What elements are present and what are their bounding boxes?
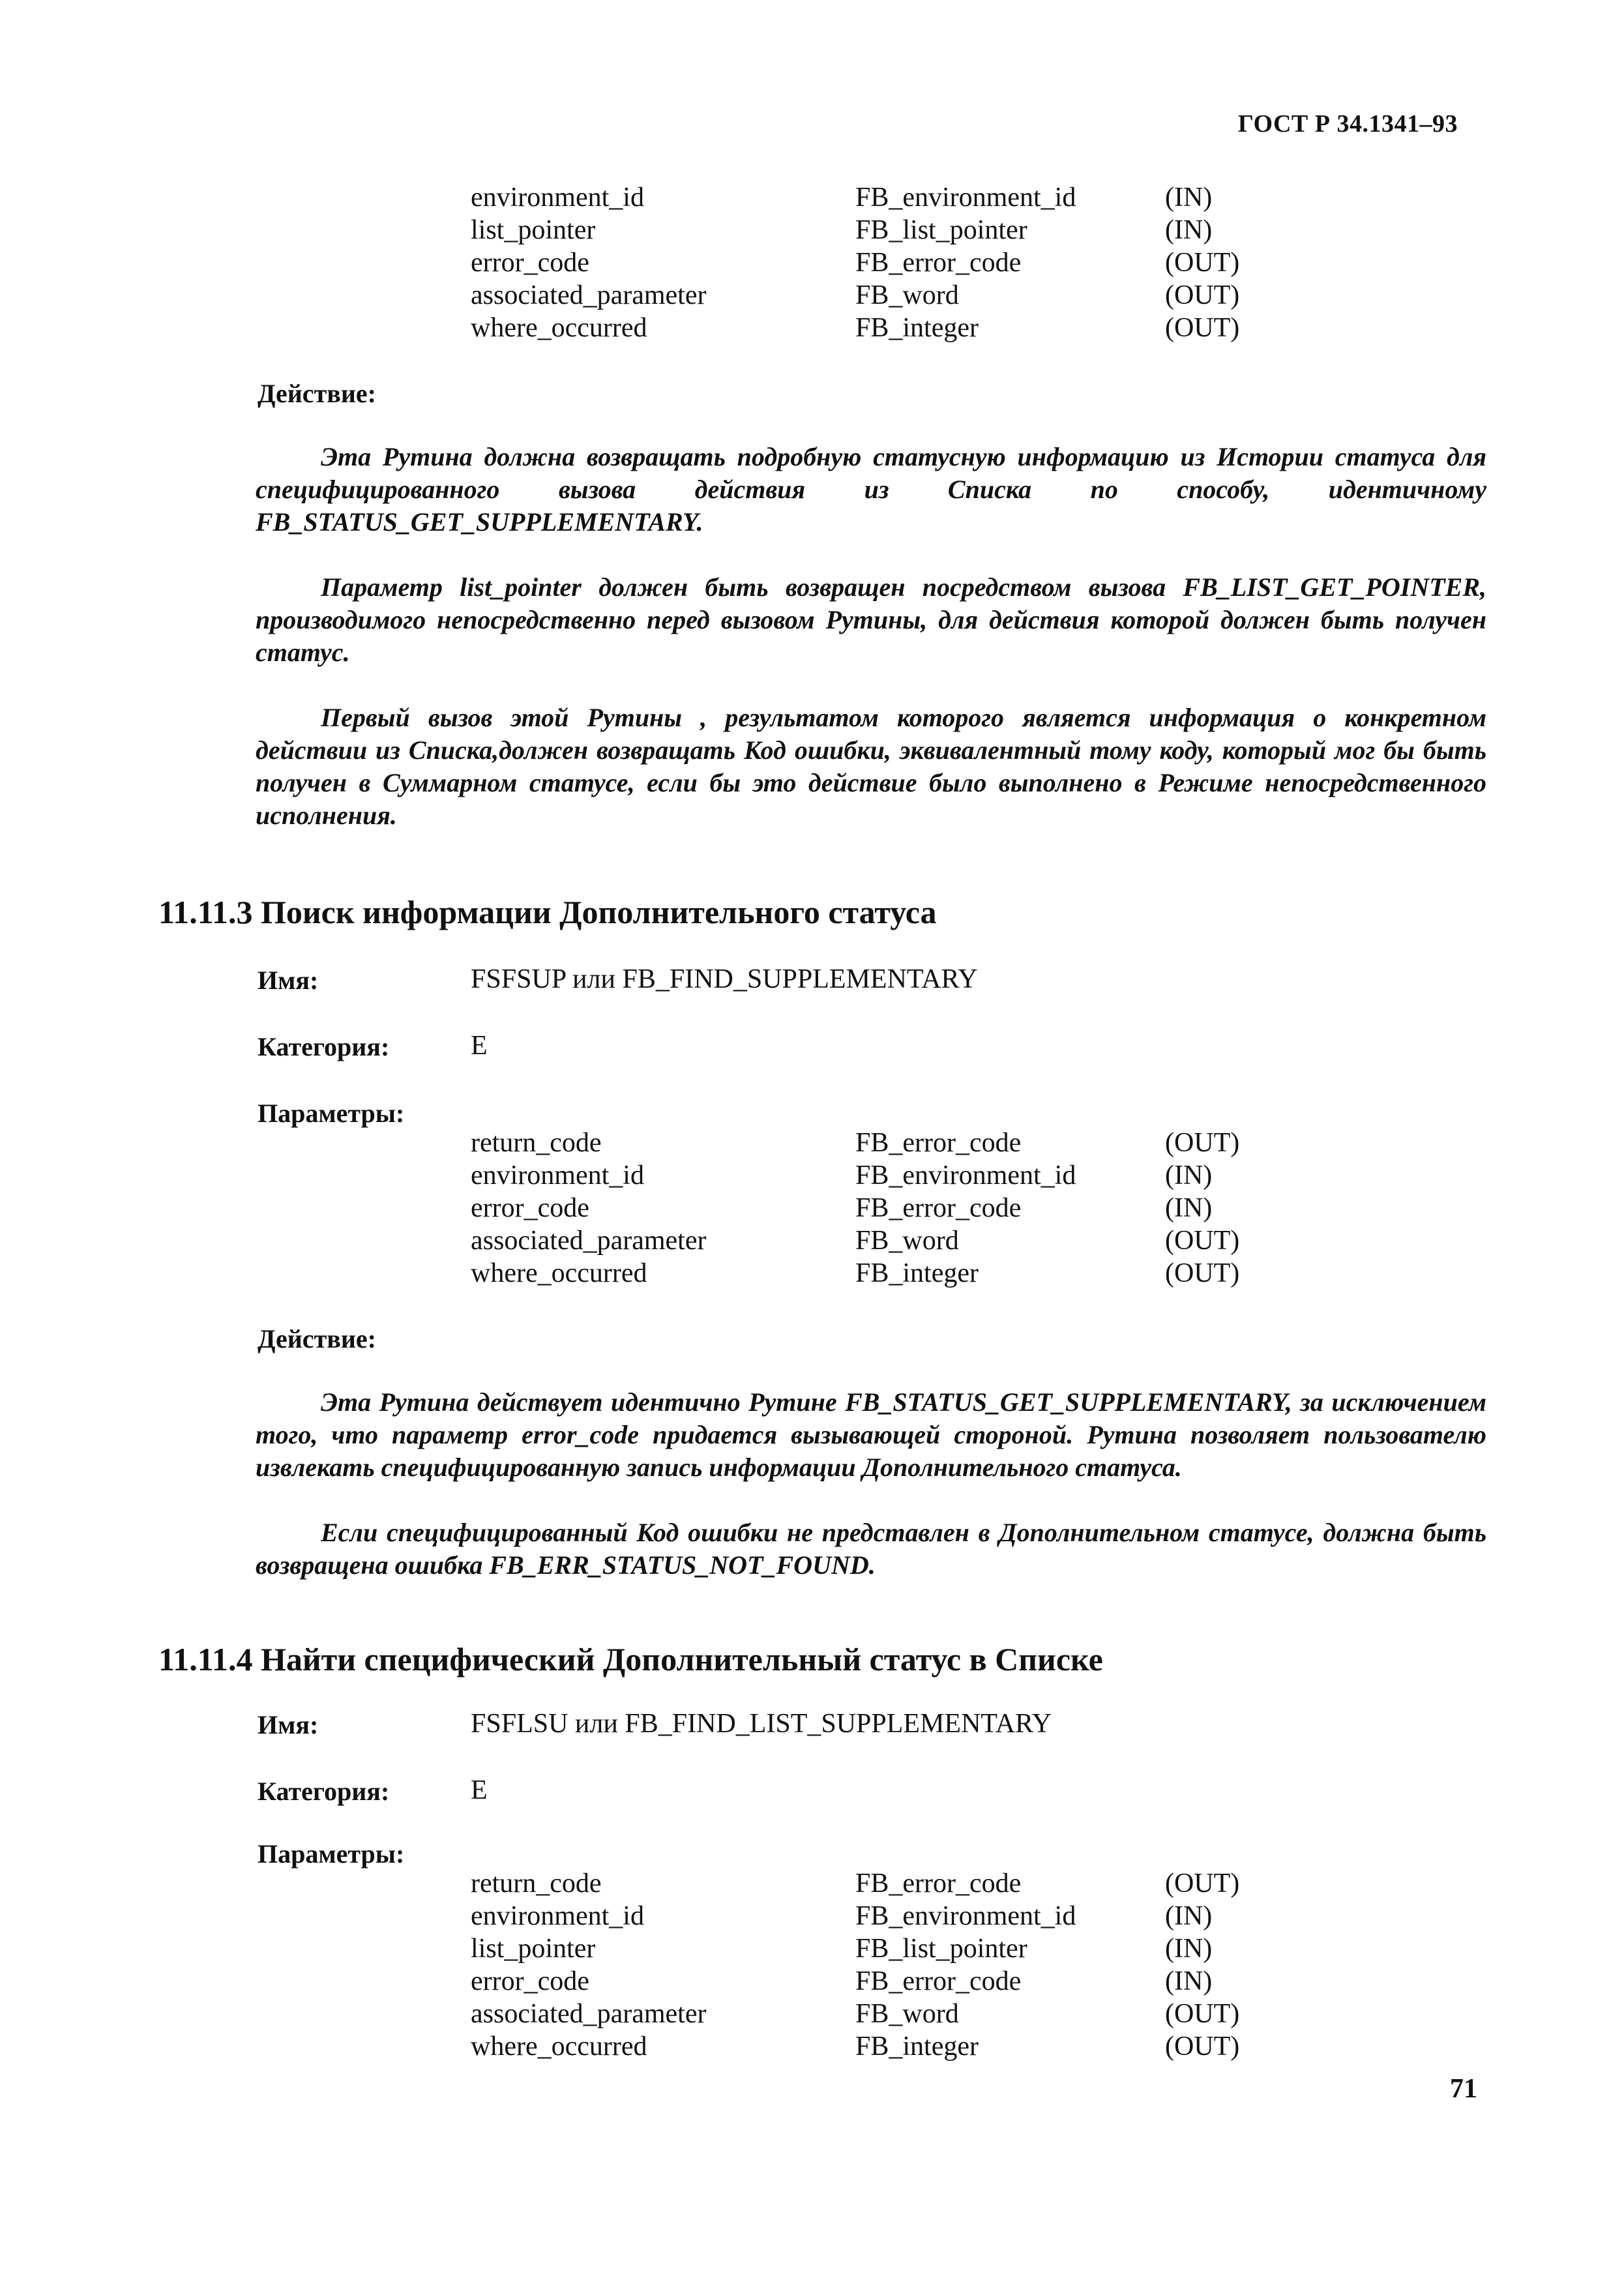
param-name: list_pointer (471, 1934, 596, 1964)
top-params-table (471, 181, 1269, 344)
table-row (471, 1965, 1269, 1998)
params-table (471, 1127, 1269, 1290)
param-type: FB_error_code (855, 248, 1022, 278)
table-row (471, 181, 1269, 214)
param-type: FB_word (855, 1999, 959, 2029)
param-direction: (OUT) (1165, 313, 1240, 343)
page-number: 71 (1450, 2074, 1477, 2104)
param-type: FB_environment_id (855, 1160, 1076, 1190)
param-type: FB_error_code (855, 1869, 1022, 1899)
table-row (471, 1932, 1269, 1965)
parameters-label: Параметры: (258, 1099, 405, 1128)
param-name: list_pointer (471, 215, 596, 245)
param-direction: (OUT) (1165, 1258, 1240, 1288)
param-direction: (OUT) (1165, 280, 1240, 310)
table-row (471, 2030, 1269, 2063)
param-direction: (IN) (1165, 1901, 1213, 1931)
param-direction: (IN) (1165, 1966, 1213, 1996)
param-type: FB_list_pointer (855, 1934, 1027, 1964)
table-row (471, 246, 1269, 279)
table-row (471, 279, 1269, 312)
action-paragraph: Параметр list_pointer должен быть возвращен посредством вызова FB_LIST_GET_POINTER, производимого непосредственно перед вызовом Рутины, для действия которой должен быть получен статус. (256, 572, 1486, 667)
param-type: FB_error_code (855, 1128, 1022, 1158)
category-value: E (471, 1775, 488, 1805)
parameters-label: Параметры: (258, 1839, 405, 1869)
action-label: Действие: (258, 379, 376, 408)
routine-name: FSFSUP или FB_FIND_SUPPLEMENTARY (471, 964, 978, 994)
param-type: FB_error_code (855, 1193, 1022, 1223)
param-direction: (IN) (1165, 1193, 1213, 1223)
param-direction: (OUT) (1165, 1226, 1240, 1256)
name-label: Имя: (258, 1710, 319, 1739)
action-paragraph: Эта Рутина должна возвращать подробную статусную информацию из Истории статуса для специфицированного вызова действия из Списка по способу, идентичному FB_STATUS_GET_SUPPLEMENTARY. (256, 442, 1486, 537)
param-name: environment_id (471, 183, 644, 213)
table-row (471, 1257, 1269, 1290)
section-title: 11.11.3 Поиск информации Дополнительного статуса (158, 894, 937, 930)
table-row (471, 1224, 1269, 1257)
param-name: environment_id (471, 1901, 644, 1931)
param-name: error_code (471, 1966, 589, 1996)
param-direction: (IN) (1165, 1160, 1213, 1190)
table-row (471, 214, 1269, 246)
param-name: error_code (471, 248, 589, 278)
param-name: return_code (471, 1128, 602, 1158)
param-name: error_code (471, 1193, 589, 1223)
param-direction: (OUT) (1165, 248, 1240, 278)
action-paragraph: Эта Рутина действует идентично Рутине FB_STATUS_GET_SUPPLEMENTARY, за исключением того, что параметр error_code придается вызывающей стороной. Рутина позволяет пользователю извлекать специфицированную запись информации Дополнительного статуса. (256, 1387, 1486, 1482)
table-row (471, 1159, 1269, 1192)
param-name: environment_id (471, 1160, 644, 1190)
category-value: E (471, 1031, 488, 1061)
action-paragraph: Первый вызов этой Рутины , результатом которого является информация о конкретном действии из Списка,должен возвращать Код ошибки, эквивалентный тому коду, который мог бы быть получен в Суммарном статусе, если бы это действие было выполнено в Режиме непосредственного исполнения. (256, 703, 1486, 830)
table-row (471, 1192, 1269, 1224)
param-name: where_occurred (471, 313, 647, 343)
param-name: associated_parameter (471, 1226, 707, 1256)
category-label: Категория: (258, 1777, 390, 1806)
category-label: Категория: (258, 1032, 390, 1061)
table-row (471, 1998, 1269, 2030)
table-row (471, 1900, 1269, 1932)
param-type: FB_word (855, 280, 959, 310)
action-paragraph: Если специфицированный Код ошибки не представлен в Дополнительном статусе, должна быть возвращена ошибка FB_ERR_STATUS_NOT_FOUND. (256, 1518, 1486, 1580)
param-type: FB_list_pointer (855, 215, 1027, 245)
param-type: FB_environment_id (855, 183, 1076, 213)
table-row (471, 1867, 1269, 1900)
routine-name: FSFLSU или FB_FIND_LIST_SUPPLEMENTARY (471, 1709, 1052, 1739)
param-direction: (OUT) (1165, 1999, 1240, 2029)
param-name: return_code (471, 1869, 602, 1899)
param-type: FB_integer (855, 1258, 979, 1288)
param-direction: (IN) (1165, 183, 1213, 213)
param-direction: (OUT) (1165, 1869, 1240, 1899)
document-id-header: ГОСТ Р 34.1341–93 (1237, 110, 1458, 138)
section-title: 11.11.4 Найти специфический Дополнительный статус в Списке (158, 1641, 1103, 1678)
param-direction: (OUT) (1165, 1128, 1240, 1158)
param-type: FB_environment_id (855, 1901, 1076, 1931)
name-label: Имя: (258, 966, 319, 995)
param-type: FB_word (855, 1226, 959, 1256)
param-name: where_occurred (471, 1258, 647, 1288)
param-direction: (OUT) (1165, 2032, 1240, 2062)
param-direction: (IN) (1165, 215, 1213, 245)
param-name: where_occurred (471, 2032, 647, 2062)
param-type: FB_integer (855, 313, 979, 343)
table-row (471, 1127, 1269, 1159)
param-type: FB_integer (855, 2032, 979, 2062)
param-direction: (IN) (1165, 1934, 1213, 1964)
param-name: associated_parameter (471, 1999, 707, 2029)
action-label: Действие: (258, 1324, 376, 1353)
param-type: FB_error_code (855, 1966, 1022, 1996)
params-table (471, 1867, 1269, 2063)
table-row (471, 312, 1269, 344)
param-name: associated_parameter (471, 280, 707, 310)
